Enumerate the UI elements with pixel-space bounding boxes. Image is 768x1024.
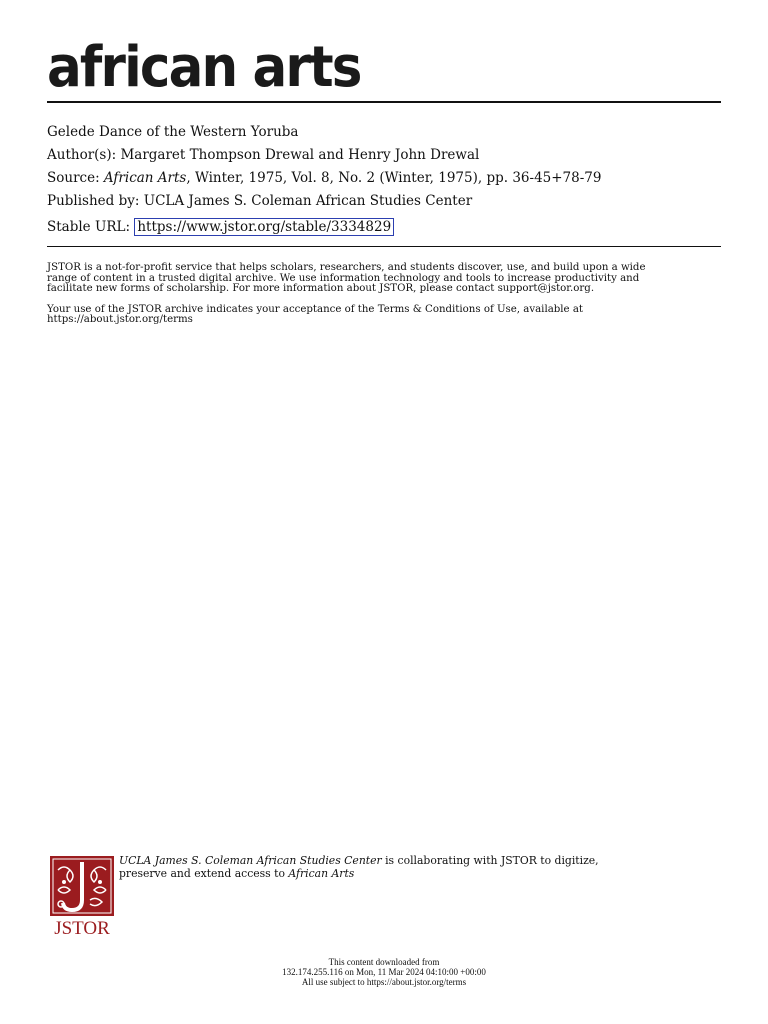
notice-line: range of content in a trusted digital archive. We use information technology and tools to increase productivity and <box>47 272 640 284</box>
top-divider <box>47 101 721 103</box>
collab-text-2: preserve and extend access to <box>119 866 289 880</box>
notice-line: JSTOR is a not-for-profit service that helps scholars, researchers, and students discover, use, and build upon a wide <box>47 262 646 273</box>
footer-line: This content downloaded from <box>328 957 440 967</box>
authors-value: Margaret Thompson Drewal and Henry John Drewal <box>120 147 480 163</box>
authors-line <box>47 144 601 167</box>
jstor-logo-icon <box>50 856 114 936</box>
stable-url-label: Stable URL: <box>47 219 131 235</box>
terms-link[interactable]: https://about.jstor.org/terms <box>47 314 193 326</box>
authors-label: Author(s): <box>47 147 117 163</box>
notice-paragraph-about <box>47 263 721 295</box>
jstor-wordmark: JSTOR <box>54 918 110 936</box>
jstor-notice <box>47 263 721 336</box>
article-metadata <box>47 121 601 239</box>
journal-masthead: african arts <box>47 35 361 100</box>
source-line <box>47 167 601 190</box>
middle-divider <box>47 246 721 247</box>
footer-line: All use subject to https://about.jstor.org/terms <box>301 977 467 987</box>
article-title: Gelede Dance of the Western Yoruba <box>47 124 299 140</box>
notice-line: facilitate new forms of scholarship. For more information about JSTOR, please contact support@jstor.org. <box>47 283 595 295</box>
collab-text: is collaborating with JSTOR to digitize, <box>381 854 599 867</box>
source-journal: African Arts <box>103 170 187 186</box>
publisher-label: Published by: <box>47 193 140 209</box>
collaboration-statement <box>119 855 599 880</box>
stable-url-line <box>47 216 601 239</box>
collab-journal: African Arts <box>288 866 355 880</box>
footer-line: 132.174.255.116 on Mon, 11 Mar 2024 04:10:00 +00:00 <box>282 967 486 977</box>
collab-org: UCLA James S. Coleman African Studies Center <box>119 854 382 867</box>
source-label: Source: <box>47 170 100 186</box>
publisher-value: UCLA James S. Coleman African Studies Center <box>143 193 473 209</box>
stable-url-link[interactable]: https://www.jstor.org/stable/3334829 <box>134 218 394 236</box>
publisher-line <box>47 190 601 213</box>
notice-line: Your use of the JSTOR archive indicates your acceptance of the Terms & Conditions of Use, available at <box>47 303 583 315</box>
download-footer <box>0 957 768 987</box>
notice-paragraph-terms <box>47 305 721 326</box>
jstor-logo <box>50 856 114 936</box>
source-details: , Winter, 1975, Vol. 8, No. 2 (Winter, 1975), pp. 36-45+78-79 <box>186 170 602 186</box>
